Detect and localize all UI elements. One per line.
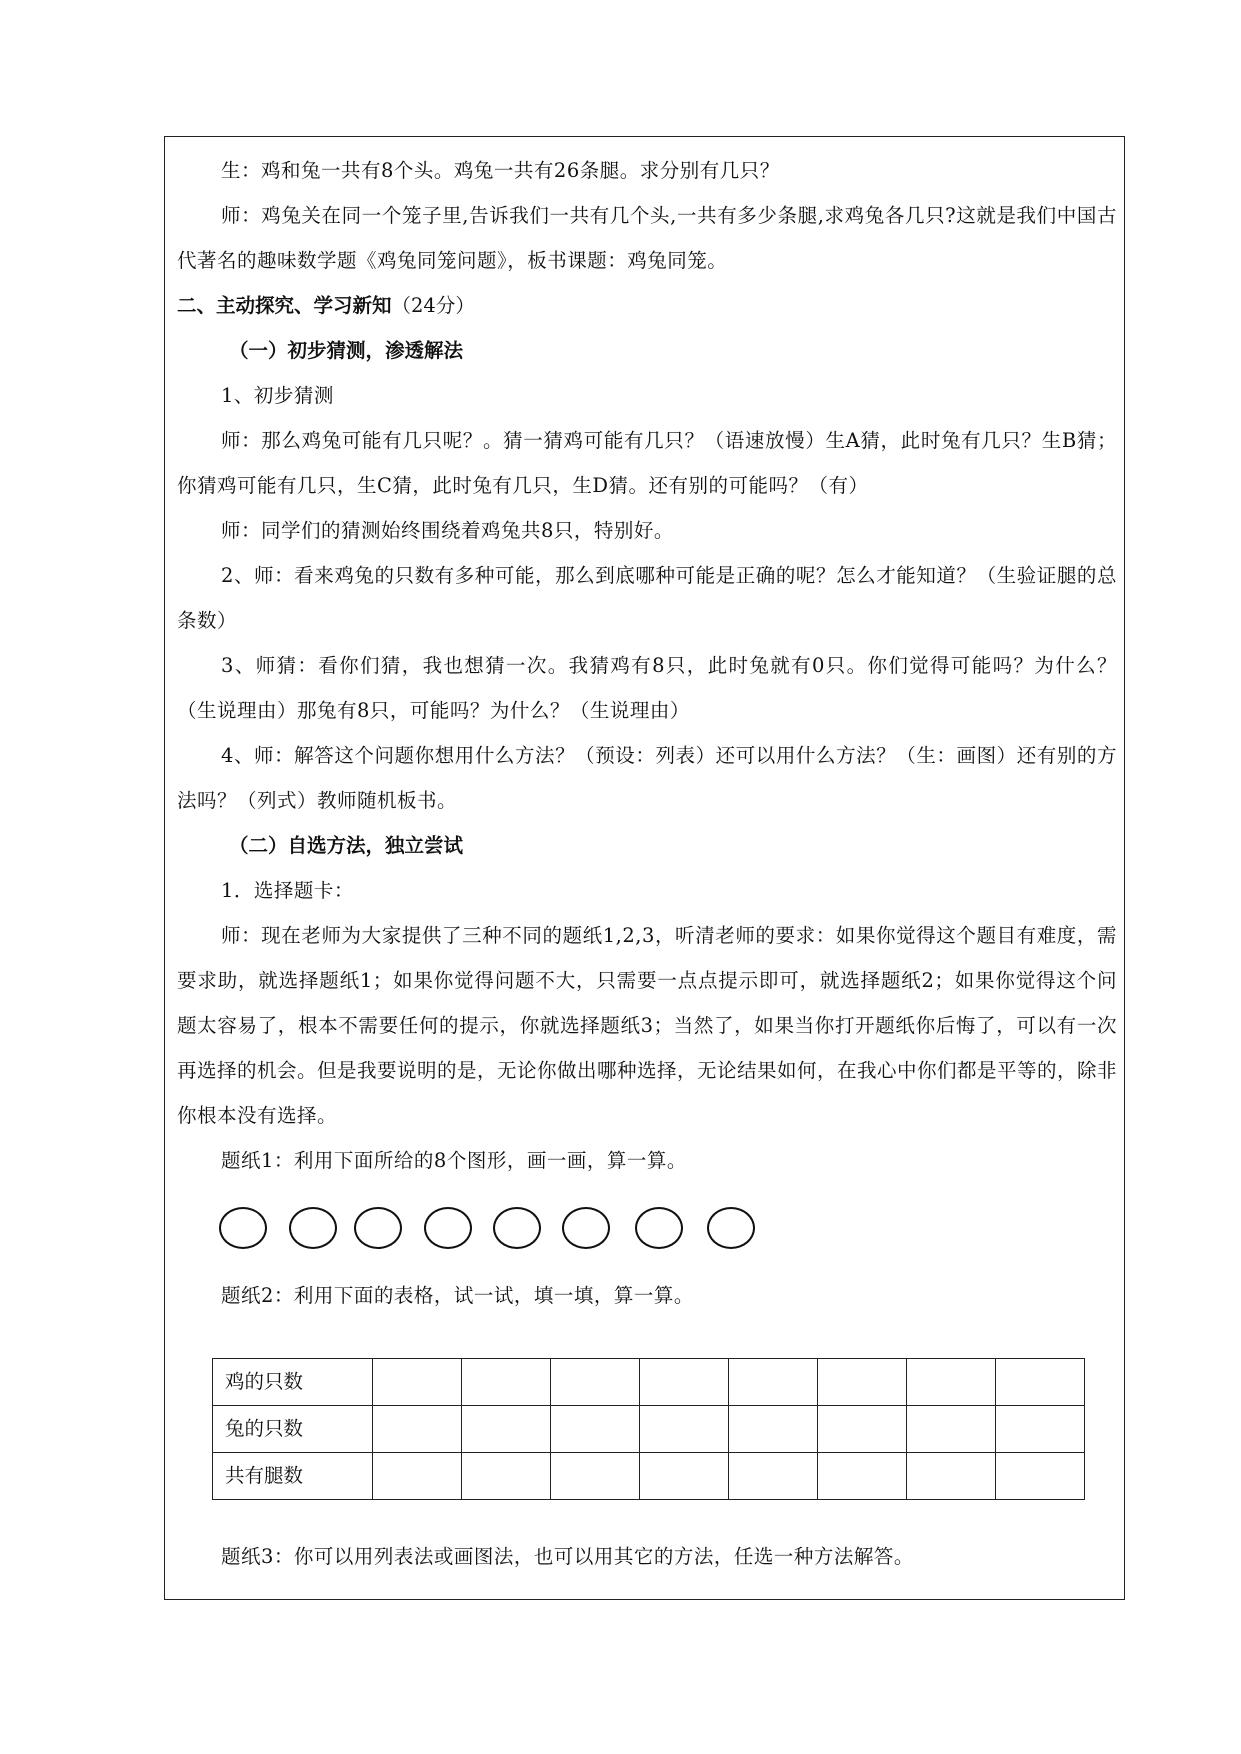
circle-shape	[424, 1207, 472, 1249]
paragraph: 3、师猜：看你们猜，我也想猜一次。我猜鸡有8只，此时兔就有0只。你们觉得可能吗？为什么？（生说理由）那兔有8只，可能吗？为什么？（生说理由）	[177, 654, 1117, 722]
card-1-text: 题纸1：利用下面所给的8个图形，画一画，算一算。	[221, 1149, 687, 1172]
table-row	[213, 1406, 1085, 1453]
subsection-heading: （二）自选方法，独立尝试	[229, 834, 464, 857]
table-row	[213, 1359, 1085, 1406]
circle-shapes-row	[177, 1191, 1117, 1273]
card-2-text: 题纸2：利用下面的表格，试一试，填一填，算一算。	[221, 1284, 694, 1307]
row-label: 兔的只数	[213, 1406, 373, 1453]
paragraph: 生：鸡和兔一共有8个头。鸡兔一共有26条腿。求分别有几只？	[221, 159, 780, 182]
circle-shape	[289, 1207, 337, 1249]
blank-cell	[551, 1359, 640, 1406]
blank-cell	[462, 1453, 551, 1500]
circle-shape	[219, 1207, 267, 1249]
circle-shape	[635, 1207, 683, 1249]
table-row	[213, 1453, 1085, 1500]
blank-cell	[996, 1406, 1085, 1453]
paragraph: 师：同学们的猜测始终围绕着鸡兔共8只，特别好。	[221, 519, 674, 542]
row-label: 共有腿数	[213, 1453, 373, 1500]
blank-cell	[640, 1453, 729, 1500]
blank-cell	[729, 1453, 818, 1500]
blank-cell	[640, 1406, 729, 1453]
paragraph: 师：那么鸡兔可能有几只呢？。猜一猜鸡可能有几只？（语速放慢）生A猜，此时兔有几只？生B猜；你猜鸡可能有几只，生C猜，此时兔有几只，生D猜。还有别的可能吗？（有）	[177, 429, 1117, 497]
section-title: 二、主动探究、学习新知	[177, 294, 392, 317]
fill-in-table	[212, 1358, 1085, 1500]
blank-cell	[729, 1406, 818, 1453]
paragraph: 4、师：解答这个问题你想用什么方法？（预设：列表）还可以用什么方法？（生：画图）还有别的方法吗？（列式）教师随机板书。	[177, 744, 1117, 812]
paragraph: 2、师：看来鸡兔的只数有多种可能，那么到底哪种可能是正确的呢？怎么才能知道？（生验证腿的总条数）	[177, 564, 1117, 632]
blank-cell	[907, 1359, 996, 1406]
paragraph: 1．选择题卡：	[221, 879, 354, 902]
blank-cell	[907, 1406, 996, 1453]
blank-cell	[551, 1406, 640, 1453]
blank-cell	[818, 1359, 907, 1406]
blank-cell	[996, 1453, 1085, 1500]
paragraph: 师：现在老师为大家提供了三种不同的题纸1,2,3，听清老师的要求：如果你觉得这个题目有难度，需要求助，就选择题纸1；如果你觉得问题不大，只需要一点点提示即可，就选择题纸2；如果你觉得这个问题太容易了，根本不需要任何的提示，你就选择题纸3；当然了，如果当你打开题纸你后悔了，可以有一次再选择的机会。但是我要说明的是，无论你做出哪种选择，无论结果如何，在我心中你们都是平等的，除非你根本没有选择。	[177, 924, 1118, 1127]
blank-cell	[907, 1453, 996, 1500]
blank-cell	[818, 1406, 907, 1453]
blank-cell	[462, 1406, 551, 1453]
circle-shape	[354, 1207, 402, 1249]
section-heading	[177, 283, 1117, 328]
circle-shape	[707, 1207, 755, 1249]
blank-cell	[996, 1359, 1085, 1406]
paragraph: 1、初步猜测	[221, 384, 334, 407]
circle-shape	[493, 1207, 541, 1249]
blank-cell	[551, 1453, 640, 1500]
lesson-content	[177, 148, 1117, 1579]
subsection-heading: （一）初步猜测，渗透解法	[229, 339, 464, 362]
blank-cell	[462, 1359, 551, 1406]
blank-cell	[373, 1453, 462, 1500]
section-time-note: （24分）	[391, 294, 475, 317]
blank-cell	[729, 1359, 818, 1406]
blank-cell	[640, 1359, 729, 1406]
blank-cell	[373, 1359, 462, 1406]
circle-shape	[562, 1207, 610, 1249]
card-3-text: 题纸3：你可以用列表法或画图法，也可以用其它的方法，任选一种方法解答。	[221, 1545, 914, 1568]
paragraph: 师：鸡兔关在同一个笼子里,告诉我们一共有几个头,一共有多少条腿,求鸡兔各几只?这就是我们中国古代著名的趣味数学题《鸡兔同笼问题》，板书课题：鸡兔同笼。	[177, 204, 1117, 272]
row-label: 鸡的只数	[213, 1359, 373, 1406]
blank-cell	[373, 1406, 462, 1453]
blank-cell	[818, 1453, 907, 1500]
